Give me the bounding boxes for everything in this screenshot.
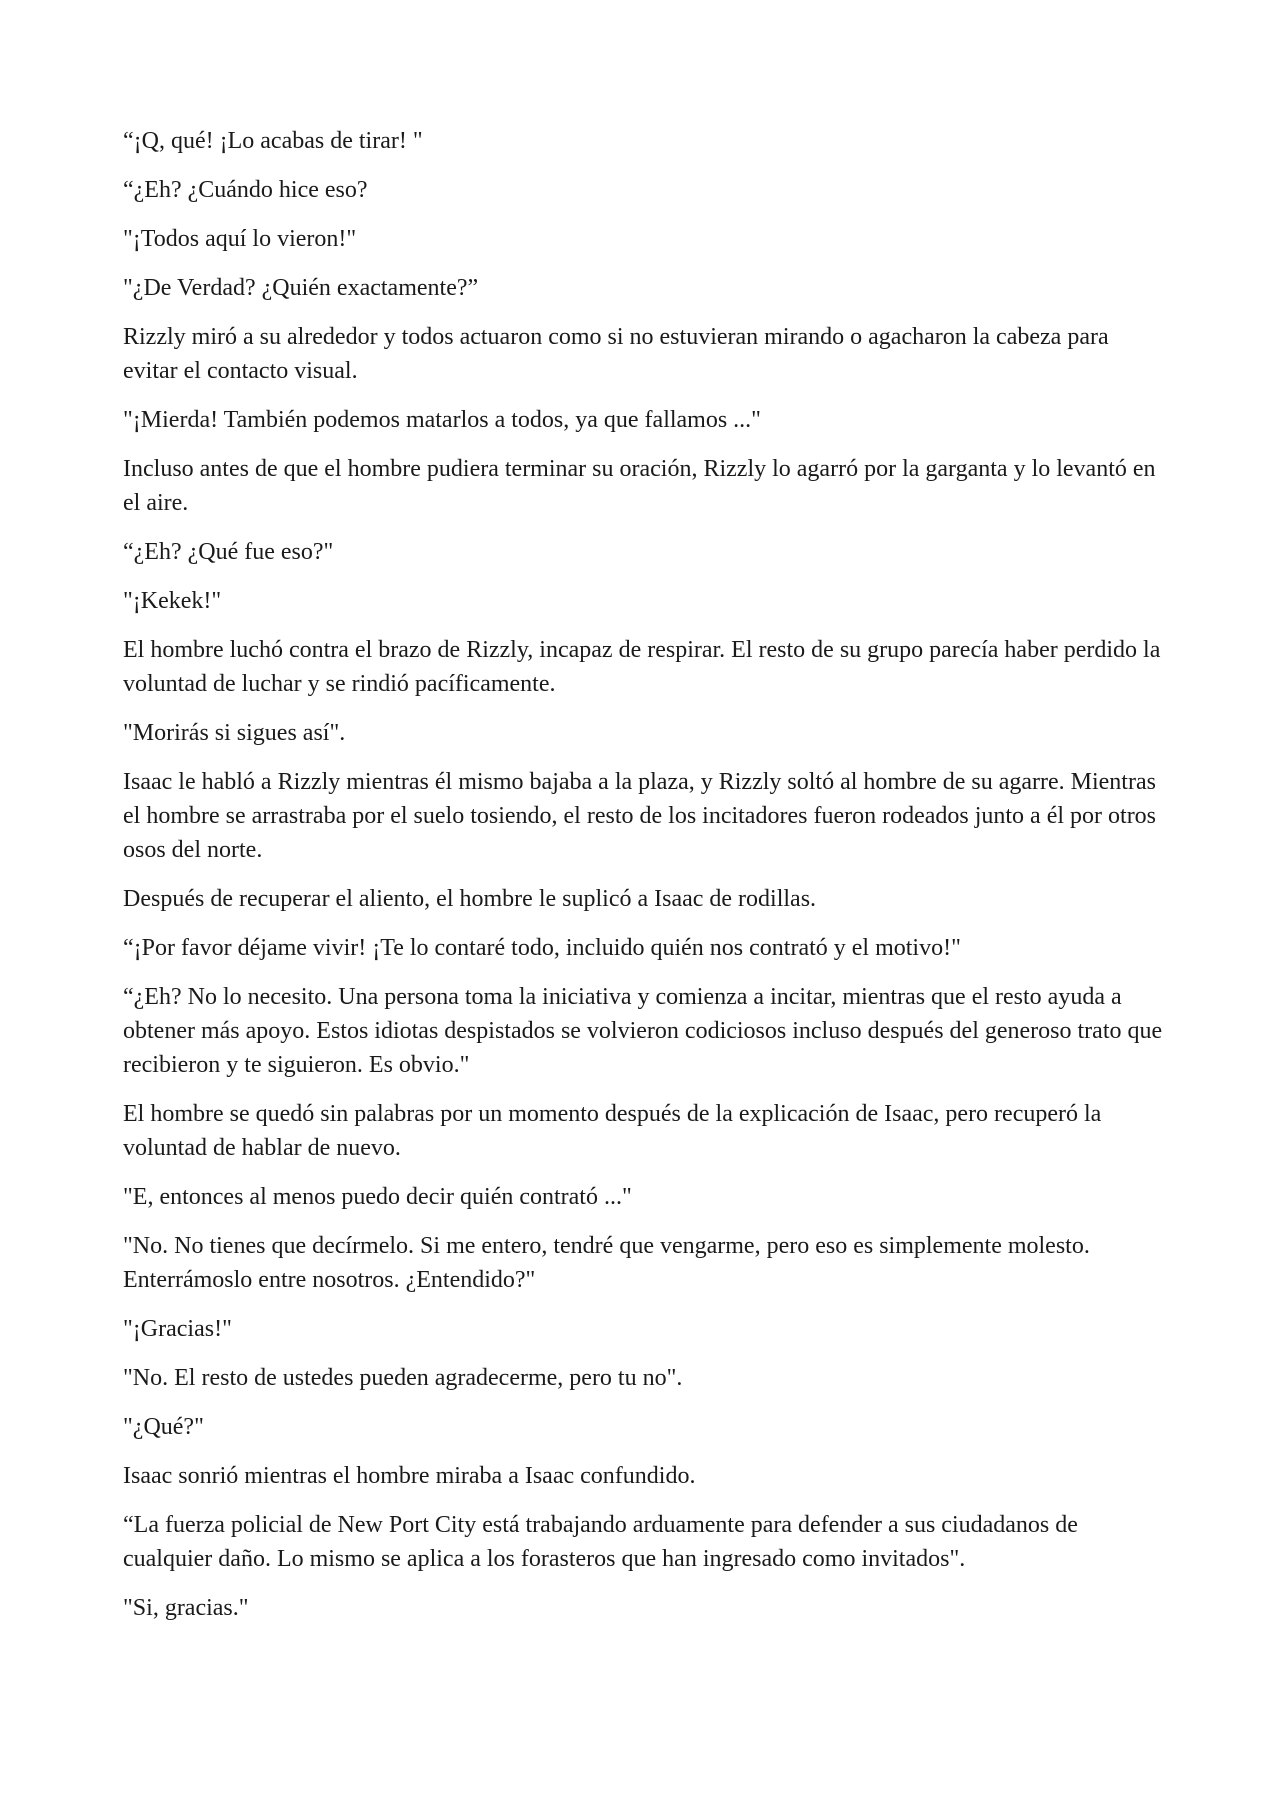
paragraph: "¡Todos aquí lo vieron!" xyxy=(123,226,357,252)
paragraph: “¿Eh? ¿Qué fue eso?" xyxy=(123,539,334,565)
paragraph: Incluso antes de que el hombre pudiera terminar su oración, Rizzly lo agarró por la garganta y lo levantó en el aire. xyxy=(123,456,1156,516)
paragraph: "¡Kekek!" xyxy=(123,588,222,614)
paragraph: "E, entonces al menos puedo decir quién contrató ..." xyxy=(123,1184,632,1210)
paragraph: El hombre luchó contra el brazo de Rizzly, incapaz de respirar. El resto de su grupo parecía haber perdido la voluntad de luchar y se rindió pacíficamente. xyxy=(123,637,1161,697)
paragraph: “¡Q, qué! ¡Lo acabas de tirar! " xyxy=(123,128,423,154)
paragraph: "¡Gracias!" xyxy=(123,1316,232,1342)
paragraph: “¡Por favor déjame vivir! ¡Te lo contaré todo, incluido quién nos contrató y el motivo!" xyxy=(123,935,961,961)
paragraph: "Si, gracias." xyxy=(123,1595,249,1621)
paragraph: Rizzly miró a su alrededor y todos actuaron como si no estuvieran mirando o agacharon la cabeza para evitar el contacto visual. xyxy=(123,324,1109,384)
paragraph: Después de recuperar el aliento, el hombre le suplicó a Isaac de rodillas. xyxy=(123,886,817,912)
paragraph: “¿Eh? No lo necesito. Una persona toma la iniciativa y comienza a incitar, mientras que el resto ayuda a obtener más apoyo. Estos idiotas despistados se volvieron codiciosos incluso después del generoso trato que recibieron y te siguieron. Es obvio." xyxy=(123,984,1163,1078)
paragraph: "¿Qué?" xyxy=(123,1414,204,1440)
document-page xyxy=(123,124,1163,1640)
paragraph: "Morirás si sigues así". xyxy=(123,720,346,746)
paragraph: “¿Eh? ¿Cuándo hice eso? xyxy=(123,177,368,203)
paragraph: "No. No tienes que decírmelo. Si me entero, tendré que vengarme, pero eso es simplemente molesto. Enterrámoslo entre nosotros. ¿Entendido?" xyxy=(123,1233,1090,1293)
paragraph: El hombre se quedó sin palabras por un momento después de la explicación de Isaac, pero recuperó la voluntad de hablar de nuevo. xyxy=(123,1101,1102,1161)
paragraph: Isaac sonrió mientras el hombre miraba a Isaac confundido. xyxy=(123,1463,696,1489)
paragraph: "No. El resto de ustedes pueden agradecerme, pero tu no". xyxy=(123,1365,683,1391)
paragraph: "¡Mierda! También podemos matarlos a todos, ya que fallamos ..." xyxy=(123,407,761,433)
paragraph: "¿De Verdad? ¿Quién exactamente?” xyxy=(123,275,479,301)
paragraph: “La fuerza policial de New Port City está trabajando arduamente para defender a sus ciudadanos de cualquier daño. Lo mismo se aplica a los forasteros que han ingresado como invitados". xyxy=(123,1512,1078,1572)
paragraph: Isaac le habló a Rizzly mientras él mismo bajaba a la plaza, y Rizzly soltó al hombre de su agarre. Mientras el hombre se arrastraba por el suelo tosiendo, el resto de los incitadores fueron rodeados junto a él por otros osos del norte. xyxy=(123,769,1157,863)
